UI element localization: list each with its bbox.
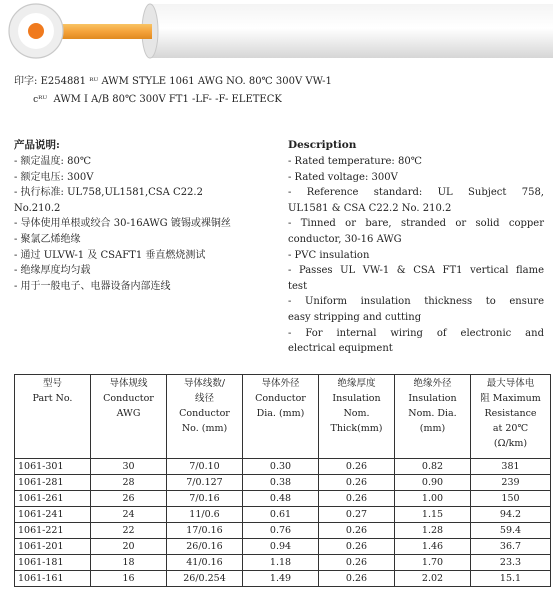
table-cell: 1.46 [395,539,471,555]
table-cell: 94.2 [471,507,551,523]
table-header-line: AWG [116,408,141,419]
table-cell: 0.26 [319,475,395,491]
description-cn-line: - 通过 ULVW-1 及 CSAFT1 垂直燃烧测试 [14,249,206,261]
table-header-cell [167,375,243,459]
table-header-line: 型号 [42,378,62,389]
table-cell: 0.48 [243,491,319,507]
table-header-line: 导体外径 [261,378,300,389]
description-en-line: - Reference standard: UL Subject 758, [288,187,544,199]
print-marking [14,73,332,109]
table-cell: 1.28 [395,523,471,539]
table-header-cell [243,375,319,459]
description-cn-line: - 额定电压: 300V [14,171,94,183]
table-cell-part-no: 1061-241 [15,507,91,523]
description-en-line: UL1581 & CSA C22.2 No. 210.2 [288,202,452,214]
description-cn-line: - 聚氯乙烯绝缘 [14,233,81,245]
table-cell: 0.26 [319,523,395,539]
table-cell: 11/0.6 [167,507,243,523]
specification-table [14,374,551,587]
description-en-line: - Tinned or bare, stranded or solid copper [288,218,544,230]
description-cn-line: - 执行标准: UL758,UL1581,CSA C22.2 [14,187,203,199]
print-line2-text: AWM I A/B 80℃ 300V FT1 -LF- -F- ELETECK [53,94,282,105]
table-cell: 0.94 [243,539,319,555]
table-header-cell [15,375,91,459]
description-en-line: - Uniform insulation thickness to ensure [288,296,544,308]
table-header-line: (mm) [419,423,446,434]
table-cell: 0.27 [319,507,395,523]
table-header-line: 绝缘外径 [413,378,452,389]
table-cell: 22 [91,523,167,539]
table-cell-part-no: 1061-181 [15,555,91,571]
table-cell: 15.1 [471,571,551,587]
table-cell: 0.26 [319,571,395,587]
table-cell: 2.02 [395,571,471,587]
table-header-line: 线径 [194,393,214,404]
table-header-line: 最大导体电 [486,378,535,389]
table-body [15,459,551,587]
description-en-line: test [288,280,308,292]
table-row [15,555,551,571]
table-header-line: Resistance [484,408,537,419]
table-header-line: 阻 Maximum [480,393,541,404]
table-cell-part-no: 1061-261 [15,491,91,507]
table-cell: 0.26 [319,539,395,555]
table-cell: 7/0.127 [167,475,243,491]
description-en-line: easy stripping and cutting [288,311,422,323]
table-cell: 28 [91,475,167,491]
table-cell: 36.7 [471,539,551,555]
description-cn-line: - 额定温度: 80℃ [14,156,92,167]
table-cell: 41/0.16 [167,555,243,571]
description-cn-line: - 绝缘厚度均匀载 [14,265,91,277]
description-chinese [14,137,276,294]
table-cell-part-no: 1061-161 [15,571,91,587]
description-cn-line: - 用于一般电子、电器设备内部连线 [14,280,171,292]
table-cell: 0.76 [243,523,319,539]
table-cell: 381 [471,459,551,475]
description-en-line: - Rated temperature: 80℃ [288,156,422,167]
table-header-line: 导体线数/ [183,378,226,389]
table-cell: 0.90 [395,475,471,491]
table-cell: 26/0.16 [167,539,243,555]
table-cell: 0.26 [319,459,395,475]
table-header-cell [395,375,471,459]
table-header-line: Conductor [103,393,154,404]
table-cell: 30 [91,459,167,475]
table-cell: 17/0.16 [167,523,243,539]
table-header-line: Conductor [179,408,230,419]
table-header-line: 绝缘厚度 [337,378,376,389]
cul-recognized-mark-icon: cᴿᵁ [33,95,48,105]
table-cell: 7/0.16 [167,491,243,507]
table-row [15,459,551,475]
table-cell: 20 [91,539,167,555]
table-header-line: (Ω/km) [493,438,528,449]
ul-recognized-mark-icon: ᴿᵁ [89,77,99,87]
print-line1-text: AWM STYLE 1061 AWG NO. 80℃ 300V VW-1 [101,76,332,87]
table-cell: 239 [471,475,551,491]
table-cell: 7/0.10 [167,459,243,475]
table-header-cell [91,375,167,459]
description-en-line: - PVC insulation [288,249,370,261]
table-header-line: Thick(mm) [330,423,383,434]
table-cell: 0.82 [395,459,471,475]
cable-illustration [0,0,553,62]
table-header-row [15,375,551,459]
table-header-line: No. (mm) [181,423,228,434]
table-cell: 24 [91,507,167,523]
description-en-line: conductor, 30-16 AWG [288,233,402,245]
table-cell: 59.4 [471,523,551,539]
table-cell: 26 [91,491,167,507]
table-cell: 1.15 [395,507,471,523]
table-header-line: Part No. [32,393,73,404]
cable-insulation-body [150,4,553,58]
table-row [15,491,551,507]
table-cell: 26/0.254 [167,571,243,587]
print-label: 印字: [14,76,38,87]
table-header-line: Insulation [408,393,457,404]
table-cell: 1.70 [395,555,471,571]
description-english [288,137,544,357]
print-code: E254881 [40,76,87,87]
table-cell: 23.3 [471,555,551,571]
table-cell: 0.26 [319,491,395,507]
table-cell: 0.30 [243,459,319,475]
table-row [15,507,551,523]
table-row [15,523,551,539]
table-cell-part-no: 1061-201 [15,539,91,555]
table-row [15,475,551,491]
description-cn-line: - 导体使用单根或绞合 30-16AWG 镀锡或裸铜丝 [14,218,231,230]
table-header-line: Dia. (mm) [256,408,305,419]
table-header-line: Insulation [332,393,381,404]
table-cell: 18 [91,555,167,571]
description-en-line: electrical equipment [288,343,393,355]
table-header-line: 导体规线 [109,378,148,389]
cable-cross-section-conductor [28,23,44,39]
table-cell: 150 [471,491,551,507]
description-cn-line: No.210.2 [14,202,61,214]
table-header-cell [471,375,551,459]
description-en-line: - Rated voltage: 300V [288,171,398,183]
table-cell-part-no: 1061-221 [15,523,91,539]
table-header-line: Nom. [343,408,370,419]
description-en-line: - For internal wiring of electronic and [288,327,544,339]
table-cell-part-no: 1061-281 [15,475,91,491]
table-cell: 0.26 [319,555,395,571]
table-header-line: at 20℃ [492,423,529,434]
description-cn-title: 产品说明: [14,139,60,151]
table-row [15,571,551,587]
table-header-line: Nom. Dia. [408,408,457,419]
description-en-title: Description [288,139,357,151]
table-cell: 16 [91,571,167,587]
table-cell: 1.18 [243,555,319,571]
table-header-line: Conductor [255,393,306,404]
table-header-cell [319,375,395,459]
table-row [15,539,551,555]
table-cell: 1.00 [395,491,471,507]
table-cell: 0.38 [243,475,319,491]
table-cell-part-no: 1061-301 [15,459,91,475]
table-cell: 1.49 [243,571,319,587]
table-cell: 0.61 [243,507,319,523]
description-en-line: - Passes UL VW-1 & CSA FT1 vertical flame [288,265,544,277]
